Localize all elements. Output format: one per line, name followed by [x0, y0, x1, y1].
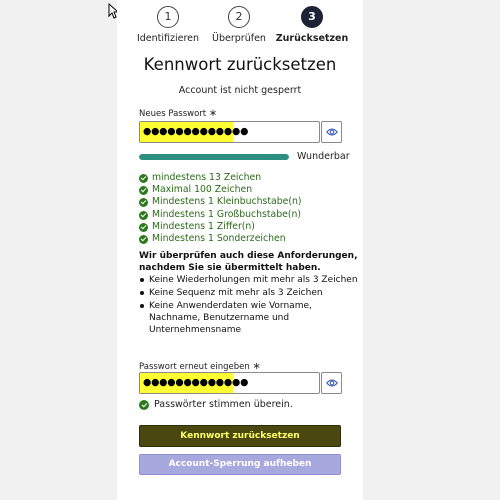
password-match-message: [139, 399, 293, 410]
confirm-password-label-text: Passwort erneut eingeben: [139, 362, 250, 372]
requirement-item: Mindestens 1 Großbuchstabe(n): [139, 209, 359, 221]
step-number: 1: [157, 6, 179, 28]
requirement-item: Mindestens 1 Kleinbuchstabe(n): [139, 196, 359, 208]
new-password-label: [139, 108, 217, 119]
step-label: Zurücksetzen: [275, 33, 349, 44]
eye-icon: [326, 127, 338, 137]
step-number: 3: [301, 6, 323, 28]
show-confirm-password-button[interactable]: [321, 372, 342, 394]
show-password-button[interactable]: [321, 121, 342, 143]
required-mark: ∗: [252, 361, 261, 372]
requirement-item: Mindestens 1 Sonderzeichen: [139, 233, 359, 245]
progress-stepper: [117, 6, 363, 46]
masked-password: ●●●●●●●●●●●●●: [143, 126, 249, 137]
confirm-password-label: [139, 361, 261, 372]
check-circle-icon: [139, 235, 148, 244]
masked-password: ●●●●●●●●●●●●●: [143, 377, 249, 388]
eye-icon: [326, 378, 338, 388]
list-item: Keine Sequenz mit mehr als 3 Zeichen: [139, 287, 361, 299]
match-text: Passwörter stimmen überein.: [154, 399, 293, 410]
reset-password-button[interactable]: Kennwort zurücksetzen: [139, 425, 341, 447]
check-circle-icon: [139, 198, 148, 207]
strength-label: Wunderbar: [297, 151, 350, 162]
step-number: 2: [228, 6, 250, 28]
step-reset: [272, 6, 352, 44]
check-circle-icon: [139, 211, 148, 220]
password-strength-meter: [139, 154, 289, 160]
check-circle-icon: [139, 400, 149, 410]
step-identify: [128, 6, 208, 44]
confirm-password-input[interactable]: [139, 372, 320, 394]
additional-requirements-list: [139, 274, 361, 337]
password-requirements: [139, 172, 359, 245]
step-verify: [199, 6, 279, 44]
new-password-input[interactable]: [139, 121, 320, 143]
strength-fill: [139, 154, 289, 160]
list-item: Keine Anwenderdaten wie Vorname, Nachname, Benutzername und Unternehmensname: [139, 300, 361, 336]
step-label: Überprüfen: [212, 33, 266, 44]
new-password-label-text: Neues Passwort: [139, 109, 207, 119]
reset-password-panel: [117, 0, 363, 500]
additional-requirements-heading: Wir überprüfen auch diese Anforderungen, nachdem Sie sie übermittelt haben.: [139, 251, 358, 273]
page-title: Kennwort zurücksetzen: [143, 55, 337, 74]
requirement-item: mindestens 13 Zeichen: [139, 172, 359, 184]
unlock-account-button[interactable]: Account-Sperrung aufheben: [139, 454, 341, 475]
list-item: Keine Wiederholungen mit mehr als 3 Zeichen: [139, 274, 361, 286]
requirement-item: Maximal 100 Zeichen: [139, 184, 359, 196]
step-label: Identifizieren: [136, 33, 200, 44]
requirement-item: Mindestens 1 Ziffer(n): [139, 221, 359, 233]
check-circle-icon: [139, 186, 148, 195]
check-circle-icon: [139, 223, 148, 232]
required-mark: ∗: [208, 108, 218, 119]
account-status: Account ist nicht gesperrt: [178, 85, 302, 96]
check-circle-icon: [139, 174, 148, 183]
